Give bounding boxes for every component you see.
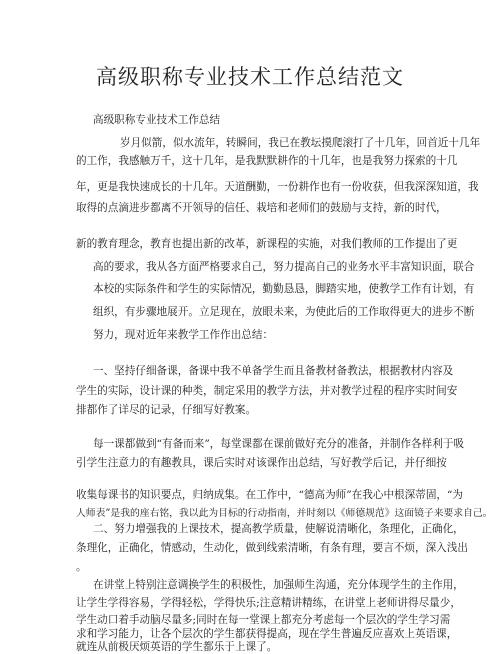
paragraph-line: 努力，现对近年来教学工作作出总结： (93, 329, 274, 341)
paragraph-line: 高的要求，我从各方面严格要求自己，努力提高自己的业务水平丰富知识面，联合 (93, 261, 475, 273)
paragraph-line: 一、坚持仔细备课，备课中我不单备学生而且备教材备教法，根据教材内容及 (93, 365, 454, 377)
paragraph-line: 岁月似箭，似水流年，转瞬间，我已在教坛摸爬滚打了十几年，回首近十几年 (120, 137, 481, 149)
paragraph-line: 二、努力增强我的上课技术，提高教学质量，使解说清晰化，条理化，正确化， (93, 523, 464, 535)
paragraph-line: 排都作了详尽的记录，仔细写好教案。 (76, 404, 257, 416)
paragraph-line: 条理化，正确化，情感动，生动化，做到线索清晰，有条有理，要言不烦，深入浅出 (76, 542, 468, 554)
paragraph-line: 本校的实际条件和学生的实际情况，勤勤恳恳，脚踏实地，使教学工作有计划，有 (93, 283, 475, 295)
paragraph-line: 年，更是我快速成长的十几年。天道酬勤，一份耕作也有一份收获，但我深深知道，我 (76, 181, 479, 193)
paragraph-line: 新的教育理念，教育也提出新的改革，新课程的实施，对我们教师的工作提出了更 (76, 238, 458, 250)
paragraph-line: 。 (76, 561, 87, 573)
paragraph-line: 人师表”是我的座右铭，我以此为目标的行动指南，并时刻以《师德规范》这面镜子来要求自己。 (76, 508, 493, 519)
paragraph-line: 在讲堂上特别注意调换学生的积极性，加强师生沟通，充分体现学生的主作用， (93, 579, 464, 591)
paragraph-line: 取得的点滴进步都离不开领导的信任、栽培和老师们的鼓励与支持，新的时代， (76, 202, 447, 214)
paragraph-line: 学生的实际，设计课的种类，制定采用的教学方法，并对教学过程的程序实时间安 (76, 385, 458, 397)
paragraph-line: 让学生学得容易，学得轻松，学得快乐;注意精讲精练，在讲堂上老师讲得尽量少， (76, 597, 461, 609)
paragraph-line: 收集每课书的知识要点，归纳成集。在工作中，“德高为师”在我心中根深蒂固，“为 (76, 489, 464, 501)
section-heading: 高级职称专业技术工作总结 (93, 114, 221, 126)
document-title: 高级职称专业技术工作总结范文 (96, 65, 404, 89)
paragraph-line: 就连从前极厌烦英语的学生都乐于上课了。 (76, 641, 278, 653)
paragraph-line: 引学生注意力的有趣教具，课后实时对该课作出总结，写好教学后记，并仔细按 (76, 457, 447, 469)
paragraph-line: 学生动口着手动脑尽量多;同时在每一堂课上都充分考虑每一个层次的学生学习需 (76, 614, 451, 626)
paragraph-line: 组织，有步骤地展开。立足现在，放眼未来，为使此后的工作取得更大的进步不断 (93, 306, 475, 318)
paragraph-line: 求和学习能力，让各个层次的学生都获得提高，现在学生普遍反应喜欢上英语课， (76, 628, 458, 640)
paragraph-line: 的工作，我感触万千，这十几年，是我默默耕作的十几年，也是我努力探索的十几 (76, 155, 458, 167)
paragraph-line: 每一课都做到“有备而来”，每堂课都在课前做好充分的准备，并制作各样利于吸 (93, 438, 465, 450)
